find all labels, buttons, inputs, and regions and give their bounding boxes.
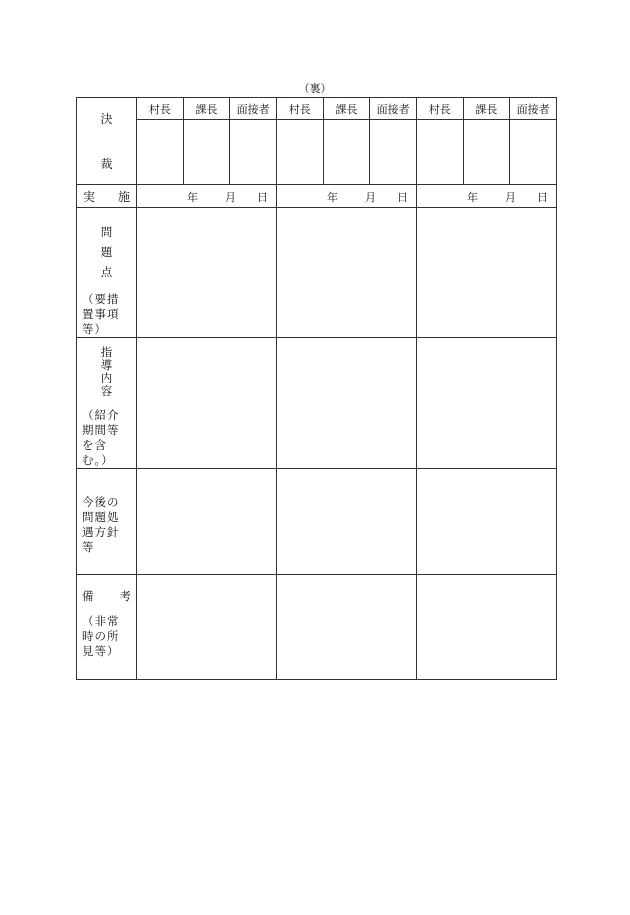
remarks-entry-field[interactable] [416,575,556,680]
implementation-date-field[interactable] [137,185,277,208]
problems-label [77,208,137,338]
remarks-label [77,575,137,680]
date-month-label: 月 [364,191,376,204]
approver-role-mayor: 村長 [276,98,323,120]
approval-stamp-box[interactable] [510,120,557,185]
guidance-entry-field[interactable] [276,338,416,469]
approver-role-section-chief: 課長 [183,98,230,120]
remarks-entry-field[interactable] [276,575,416,680]
approval-stamp-box[interactable] [230,120,277,185]
interview-record-form [76,97,557,680]
problems-entry-field[interactable] [276,208,416,338]
remarks-entry-field[interactable] [137,575,277,680]
approver-role-section-chief: 課長 [323,98,370,120]
guidance-entry-field[interactable] [416,338,556,469]
guidance-heading: 指 導 内 容 [100,345,113,398]
approver-role-section-chief: 課長 [463,98,510,120]
remarks-row [77,575,557,680]
approver-role-mayor: 村長 [137,98,184,120]
decision-label-bottom: 裁 [100,157,113,171]
guidance-note: （紹介期間等を含む。） [82,408,120,467]
date-day-label: 日 [537,191,548,204]
problems-entry-field[interactable] [416,208,556,338]
problems-entry-field[interactable] [137,208,277,338]
approval-stamp-box[interactable] [323,120,370,185]
policy-entry-field[interactable] [416,469,556,575]
approver-role-mayor: 村長 [416,98,463,120]
page-title: （裏） [298,82,332,95]
implementation-date-row [77,185,557,208]
problems-row [77,208,557,338]
date-month-label: 月 [504,191,516,204]
remarks-heading: 備 考 [82,589,131,603]
decision-label-top: 決 [100,112,113,126]
decision-label [77,98,137,185]
date-day-label: 日 [396,191,408,204]
remarks-note: （非常時の所見等） [82,614,120,658]
date-year-label: 年 [466,191,478,204]
guidance-row [77,338,557,469]
policy-heading: 今後の問題処遇方針等 [82,495,120,554]
approver-role-interviewer: 面接者 [510,98,557,120]
approval-stamp-box[interactable] [463,120,510,185]
policy-row [77,469,557,575]
guidance-entry-field[interactable] [137,338,277,469]
date-day-label: 日 [256,191,268,204]
approver-role-interviewer: 面接者 [230,98,277,120]
approval-stamp-box[interactable] [370,120,417,185]
problems-heading: 問 題 点 [100,225,113,279]
approval-stamp-box[interactable] [416,120,463,185]
problems-note: （要措置事項等） [82,292,120,336]
approval-stamp-row [77,120,557,185]
approval-stamp-box[interactable] [137,120,184,185]
implementation-date-field[interactable] [416,185,556,208]
date-year-label: 年 [326,191,338,204]
guidance-label [77,338,137,469]
implementation-label: 実施 [77,185,137,208]
approval-stamp-box[interactable] [276,120,323,185]
approval-stamp-box[interactable] [183,120,230,185]
approver-role-interviewer: 面接者 [370,98,417,120]
implementation-date-field[interactable] [276,185,416,208]
policy-entry-field[interactable] [276,469,416,575]
date-year-label: 年 [187,191,198,204]
policy-entry-field[interactable] [137,469,277,575]
policy-label [77,469,137,575]
approval-role-row [77,98,557,120]
date-month-label: 月 [225,191,236,204]
